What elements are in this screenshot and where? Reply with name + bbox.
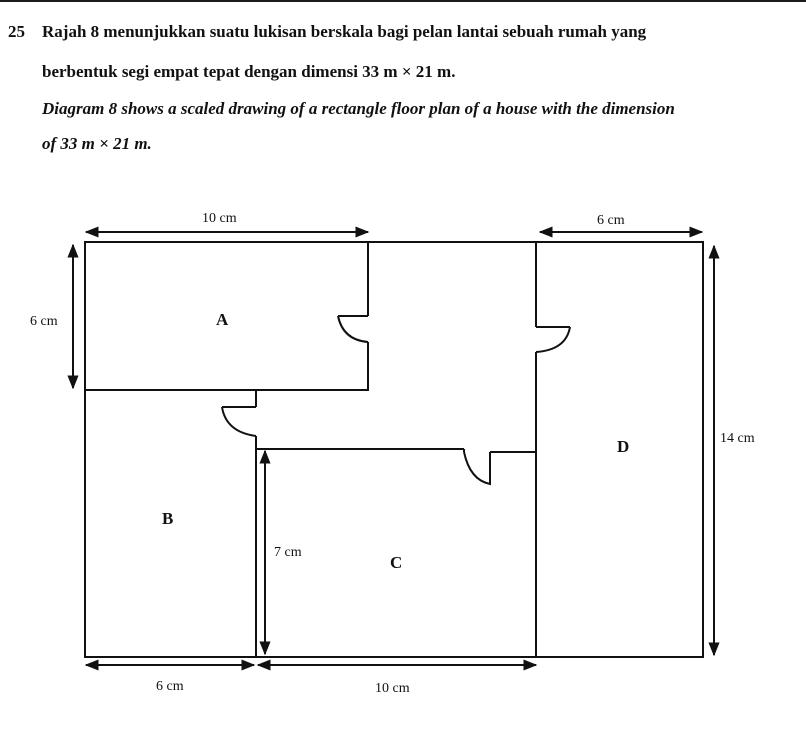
dim-label-right: 14 cm bbox=[720, 431, 755, 446]
dim-label-top-left: 10 cm bbox=[202, 211, 237, 226]
question-text-english-line1: Diagram 8 shows a scaled drawing of a rectangle floor plan of a house with the dimension bbox=[42, 99, 675, 118]
room-label-c: C bbox=[390, 553, 403, 572]
room-b-door-swing bbox=[222, 407, 256, 436]
room-a-wall bbox=[85, 342, 368, 390]
dim-label-top-right: 6 cm bbox=[597, 213, 625, 228]
room-label-d: D bbox=[617, 437, 630, 456]
room-d-door-swing bbox=[536, 327, 570, 352]
dim-label-bottom-left: 6 cm bbox=[156, 679, 184, 694]
question-number: 25 bbox=[8, 22, 25, 41]
question-text-malay-line2: berbentuk segi empat tepat dengan dimensi 33 m × 21 m. bbox=[42, 62, 456, 81]
room-c-door-swing bbox=[464, 452, 490, 484]
room-label-a: A bbox=[216, 310, 229, 329]
dim-label-left: 6 cm bbox=[30, 314, 58, 329]
room-label-b: B bbox=[162, 509, 174, 528]
question-text-malay-line1: Rajah 8 menunjukkan suatu lukisan berskala bagi pelan lantai sebuah rumah yang bbox=[42, 22, 647, 41]
dim-label-inner: 7 cm bbox=[274, 545, 302, 560]
room-a-door-swing bbox=[338, 316, 368, 342]
question-text-english-line2: of 33 m × 21 m. bbox=[42, 134, 152, 153]
dim-label-bottom-right: 10 cm bbox=[375, 681, 410, 696]
